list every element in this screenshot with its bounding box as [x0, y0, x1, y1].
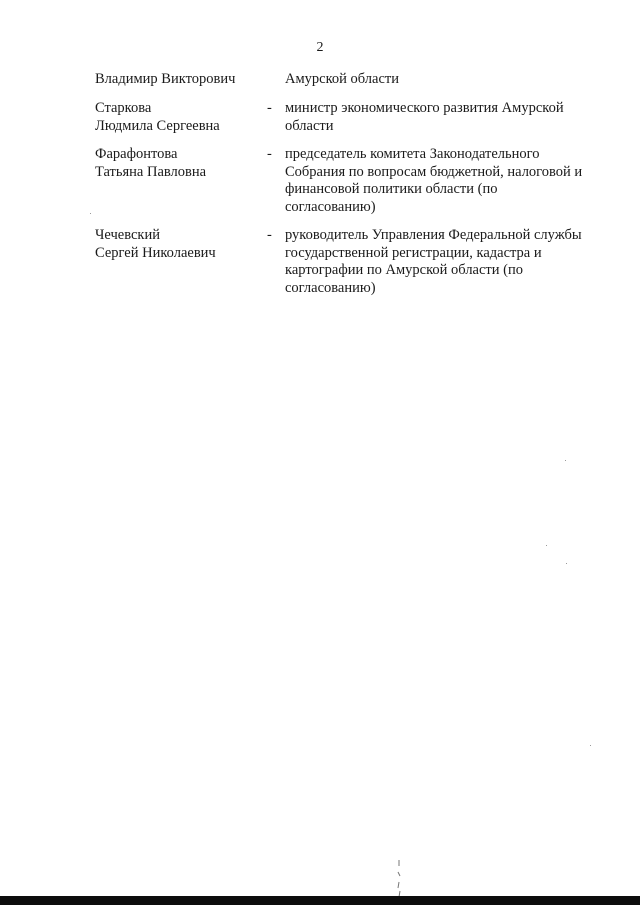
member-name [95, 71, 270, 89]
scan-mark [396, 858, 402, 898]
scan-edge [0, 896, 640, 905]
member-name [95, 100, 270, 135]
member-dash: - [267, 100, 272, 116]
member-position [285, 227, 605, 297]
scan-speck [590, 745, 591, 746]
member-name-line: Людмила Сергеевна [95, 117, 220, 134]
member-name-line: Фарафонтова [95, 146, 178, 162]
member-name [95, 146, 270, 181]
member-position-line: министр экономического развития Амурской [285, 100, 564, 116]
member-position-line: согласованию) [285, 279, 376, 296]
member-position-line: Собрания по вопросам бюджетной, налоговой и [285, 163, 583, 180]
member-position-line: картографии по Амурской области (по [285, 262, 523, 278]
member-position-line: Амурской области [285, 71, 399, 87]
member-position [285, 146, 605, 216]
member-position-line: финансовой политики области (по [285, 181, 498, 197]
member-dash: - [267, 146, 272, 162]
scan-speck [546, 545, 547, 546]
member-position [285, 71, 605, 89]
member-position-line: государственной регистрации, кадастра и [285, 244, 542, 261]
page-number: 2 [316, 40, 324, 55]
member-position [285, 100, 605, 135]
member-position-line: руководитель Управления Федеральной службы [285, 227, 582, 243]
member-name-line: Сергей Николаевич [95, 244, 216, 261]
member-name-line: Татьяна Павловна [95, 163, 207, 180]
scan-speck [566, 563, 567, 564]
member-position-line: председатель комитета Законодательного [285, 146, 540, 162]
member-name-line: Старкова [95, 100, 152, 116]
member-name-line: Чечевский [95, 227, 160, 243]
member-position-line: области [285, 117, 334, 134]
member-dash: - [267, 227, 272, 243]
member-position-line: согласованию) [285, 198, 376, 215]
scan-speck [565, 460, 566, 461]
member-name-line: Владимир Викторович [95, 71, 236, 87]
member-name [95, 227, 270, 262]
scan-speck [90, 213, 91, 214]
